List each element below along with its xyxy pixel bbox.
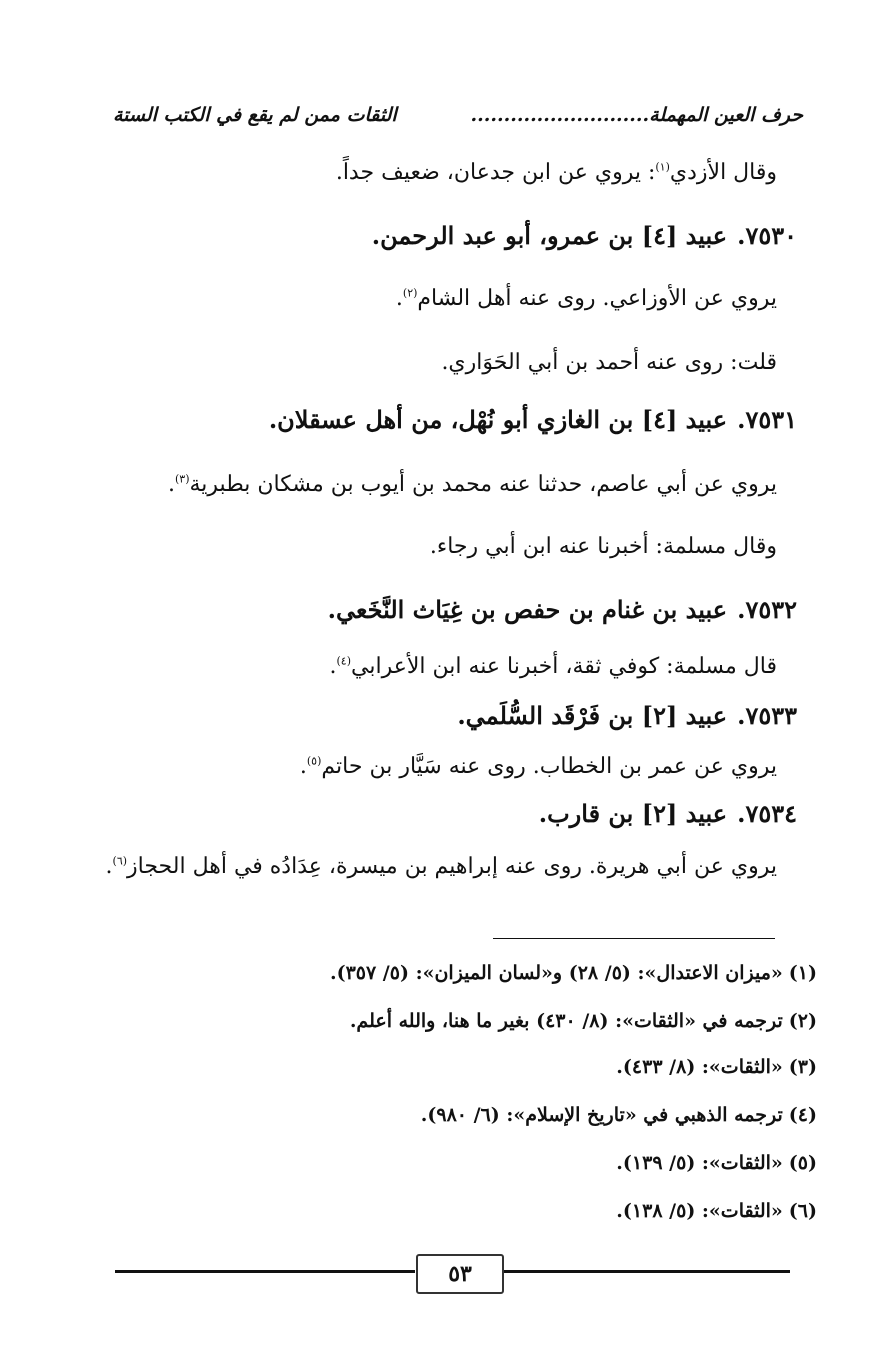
body-line: قال مسلمة: كوفي ثقة، أخبرنا عنه ابن الأعرابي$^{(٤)}$.	[329, 654, 777, 679]
body-line: وقال مسلمة: أخبرنا عنه ابن أبي رجاء.	[429, 534, 777, 559]
entry-heading: ٧٥٣١.عبيد [٤] بن الغازي أبو نُهْل، من أهل عسقلان.	[268, 405, 797, 434]
header-book-title: الثقات ممن لم يقع في الكتب الستة	[113, 104, 397, 126]
entry-heading: ٧٥٣٠.عبيد [٤] بن عمرو، أبو عبد الرحمن.	[371, 221, 797, 250]
footnote: (١)«ميزان الاعتدال»: (٥/ ٢٨) و«لسان الميزان»: (٥/ ٣٥٧).	[329, 962, 817, 984]
footnote-ref: (٦)	[112, 854, 128, 868]
running-header	[113, 98, 803, 132]
entry-number: ٧٥٣١.	[737, 405, 797, 434]
footnote-index: (٦)	[788, 1200, 817, 1222]
footnote-ref: (١)	[655, 160, 670, 174]
entry-heading: ٧٥٣٢.عبيد بن غنام بن حفص بن غِيَاث النَّخَعي.	[327, 595, 797, 624]
footnote-separator	[493, 938, 775, 939]
body-line: يروي عن أبي عاصم، حدثنا عنه محمد بن أيوب بن مشكان بطبرية$^{(٣)}$.	[167, 472, 777, 497]
body-line: قلت: روى عنه أحمد بن أبي الحَوَاري.	[441, 350, 777, 375]
footnote-index: (٤)	[788, 1104, 817, 1126]
page-number: ٥٣	[416, 1254, 504, 1294]
footnote-ref: (٣)	[174, 472, 190, 486]
entry-heading: ٧٥٣٤.عبيد [٢] بن قارب.	[538, 799, 797, 828]
footnote: (٢)ترجمه في «الثقات»: (٨/ ٤٣٠) بغير ما هنا، والله أعلم.	[349, 1010, 817, 1032]
entry-number: ٧٥٣٠.	[737, 221, 797, 250]
footnote-ref: (٥)	[306, 754, 322, 768]
entry-number: ٧٥٣٣.	[737, 701, 797, 730]
bottom-rule-right	[500, 1270, 790, 1273]
footnote: (٥)«الثقات»: (٥/ ١٣٩).	[616, 1152, 817, 1174]
footnote-ref: (٤)	[336, 654, 352, 668]
body-line: يروي عن عمر بن الخطاب. روى عنه سَيَّار بن حاتم$^{(٥)}$.	[299, 754, 777, 779]
body-line: يروي عن أبي هريرة. روى عنه إبراهيم بن ميسرة، عِدَادُه في أهل الحجاز$^{(٦)}$.	[105, 854, 777, 879]
footnote-index: (٥)	[788, 1152, 817, 1174]
footnote: (٤)ترجمه الذهبي في «تاريخ الإسلام»: (٦/ ٩٨٠).	[420, 1104, 817, 1126]
bottom-rule-left	[115, 1270, 415, 1273]
footnote: (٣)«الثقات»: (٨/ ٤٣٣).	[616, 1056, 817, 1078]
body-line: يروي عن الأوزاعي. روى عنه أهل الشام$^{(٢)}$.	[395, 286, 777, 311]
footnote: (٦)«الثقات»: (٥/ ١٣٨).	[616, 1200, 817, 1222]
footnote-index: (٢)	[788, 1010, 817, 1032]
body-line: وقال الأزدي$^{(١)}$: يروي عن ابن جدعان، ضعيف جداً.	[335, 160, 777, 185]
footnote-index: (٣)	[788, 1056, 817, 1078]
entry-number: ٧٥٣٤.	[737, 799, 797, 828]
entry-number: ٧٥٣٢.	[737, 595, 797, 624]
footnote-ref: (٢)	[402, 286, 418, 300]
footnote-index: (١)	[788, 962, 817, 984]
header-chapter: حرف العين المهملة...........................	[470, 104, 803, 126]
entry-heading: ٧٥٣٣.عبيد [٢] بن فَرْقَد السُّلَمي.	[457, 701, 797, 730]
